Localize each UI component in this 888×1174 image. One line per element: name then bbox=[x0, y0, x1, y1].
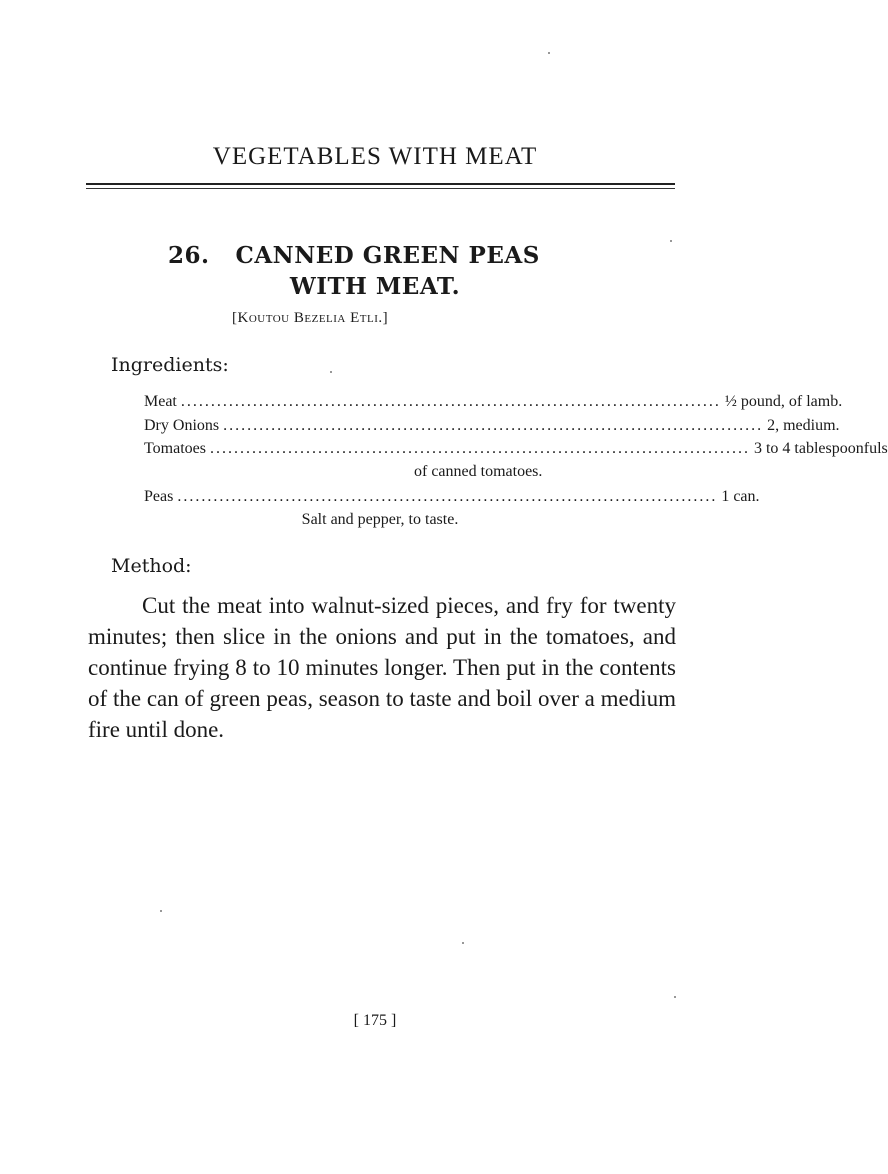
ingredient-name: Tomatoes bbox=[144, 440, 206, 457]
seasoning-note: Salt and pepper, to taste. bbox=[301, 511, 459, 528]
recipe-title-text: CANNED GREEN PEAS bbox=[235, 242, 540, 269]
ingredient-row bbox=[144, 437, 888, 461]
header-rule-thin bbox=[86, 188, 675, 189]
leader-dots: .......................................................................................... bbox=[177, 488, 718, 505]
ingredient-qty: 1 can. bbox=[721, 488, 760, 505]
ingredients-label: Ingredients: bbox=[111, 354, 229, 376]
print-speck bbox=[670, 240, 672, 242]
ingredient-name: Meat bbox=[144, 393, 177, 410]
page-number: [ 175 ] bbox=[353, 1012, 397, 1029]
ingredient-qty-continued: of canned tomatoes. bbox=[414, 463, 543, 480]
method-label: Method: bbox=[111, 555, 192, 577]
ingredient-row bbox=[144, 414, 840, 438]
ingredient-row bbox=[144, 485, 760, 509]
ingredient-name: Peas bbox=[144, 488, 174, 505]
ingredient-qty: ½ pound, of lamb. bbox=[724, 393, 843, 410]
print-speck bbox=[674, 996, 676, 998]
recipe-number: 26. bbox=[168, 242, 210, 269]
leader-dots: .......................................................................................... bbox=[209, 440, 750, 457]
ingredient-row bbox=[144, 390, 843, 414]
print-speck bbox=[548, 52, 550, 54]
header-rule-thick bbox=[86, 183, 675, 185]
method-text: Cut the meat into walnut-sized pieces, and fry for twenty minutes; then slice in the onions and put in the tomatoes, and continue frying 8 to 10 minutes longer. Then put in the contents of the can of green peas, season to taste and boil over a medium fire until done. bbox=[88, 593, 676, 742]
recipe-title-line2: WITH MEAT. bbox=[289, 273, 461, 300]
leader-dots: .......................................................................................... bbox=[223, 417, 764, 434]
ingredient-qty: 2, medium. bbox=[767, 417, 840, 434]
ingredient-qty: 3 to 4 tablespoonfuls bbox=[753, 440, 888, 457]
running-head: VEGETABLES WITH MEAT bbox=[212, 143, 538, 170]
print-speck bbox=[330, 371, 332, 373]
ingredient-name: Dry Onions bbox=[144, 417, 220, 434]
recipe-subtitle: [Koutou Bezelia Etli.] bbox=[232, 310, 389, 326]
leader-dots: .......................................................................................... bbox=[180, 393, 721, 410]
recipe-title-line1 bbox=[168, 242, 568, 269]
print-speck bbox=[462, 942, 464, 944]
print-speck bbox=[160, 910, 162, 912]
